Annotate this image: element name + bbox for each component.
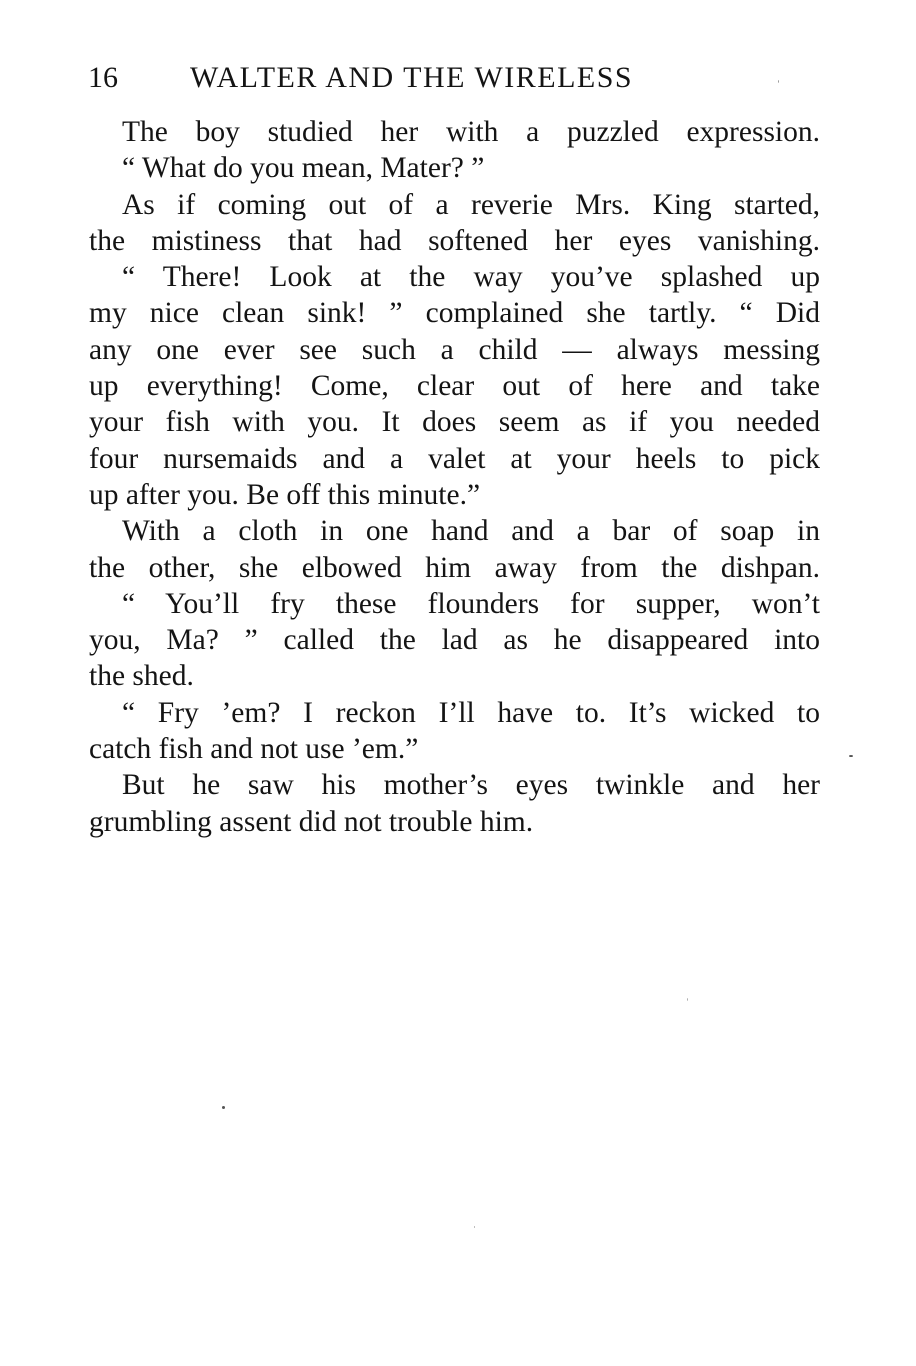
scan-speck: [849, 755, 853, 757]
text-line: up everything! Come, clear out of here and take: [89, 370, 820, 403]
text-line: the shed.: [89, 660, 194, 693]
running-title: WALTER AND THE WIRELESS: [190, 61, 634, 94]
text-line: you, Ma? ” called the lad as he disappeared into: [89, 624, 820, 657]
text-line: As if coming out of a reverie Mrs. King started,: [122, 188, 820, 221]
text-line: the other, she elbowed him away from the dishpan.: [89, 551, 820, 584]
text-line: up after you. Be off this minute.”: [89, 478, 481, 511]
text-line: your fish with you. It does seem as if you needed: [89, 406, 820, 439]
text-line: my nice clean sink! ” complained she tartly. “ Did: [89, 297, 820, 330]
scan-speck: [778, 80, 779, 83]
text-line: The boy studied her with a puzzled expression.: [122, 116, 820, 148]
text-line: catch fish and not use ’em.”: [89, 733, 419, 766]
text-line: “ You’ll fry these flounders for supper, won’t: [122, 587, 820, 620]
text-line: grumbling assent did not trouble him.: [89, 805, 534, 838]
page-number: 16: [88, 61, 118, 94]
text-line: “ What do you mean, Mater? ”: [122, 152, 485, 185]
running-head: [88, 58, 728, 98]
text-line: “ There! Look at the way you’ve splashed up: [122, 261, 820, 294]
scan-speck: [687, 998, 688, 1001]
scan-speck: [222, 1106, 225, 1109]
text-line: With a cloth in one hand and a bar of soap in: [122, 515, 820, 548]
text-line: But he saw his mother’s eyes twinkle and her: [122, 769, 820, 802]
text-line: any one ever see such a child — always messing: [89, 333, 820, 366]
text-line: four nursemaids and a valet at your heels to pick: [89, 442, 820, 475]
text-line: “ Fry ’em? I reckon I’ll have to. It’s wicked to: [122, 696, 820, 729]
scan-speck: [474, 1226, 475, 1228]
text-line: the mistiness that had softened her eyes vanishing.: [89, 224, 820, 257]
body-text: [89, 114, 820, 840]
